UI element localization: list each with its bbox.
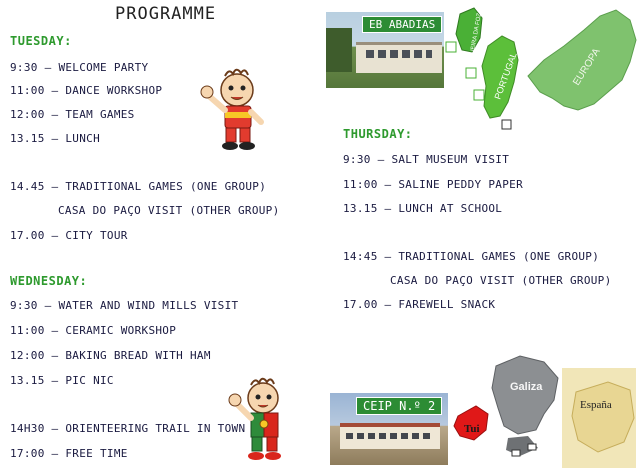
thursday-heading: THURSDAY:: [343, 127, 413, 141]
schedule-item: 13.15 – LUNCH AT SCHOOL: [343, 202, 503, 215]
map-portugal-europe: [444, 6, 638, 130]
map-figueira-label: FIGUEIRA DA FOZ: [468, 12, 483, 65]
building-windows: [366, 50, 432, 58]
schedule-item: 17.00 – CITY TOUR: [10, 229, 128, 242]
schedule-item: 14:45 – TRADITIONAL GAMES (ONE GROUP): [343, 250, 600, 263]
map-galiza-label: Galiza: [510, 381, 543, 393]
map-portugal-label: PORTUGAL: [492, 50, 519, 101]
schedule-item: 9:30 – SALT MUSEUM VISIT: [343, 153, 510, 166]
school-photo-ceip: [330, 393, 448, 465]
schedule-item: 9:30 – WATER AND WIND MILLS VISIT: [10, 299, 239, 312]
map-europa-label: EUROPA: [571, 46, 603, 88]
wednesday-heading: WEDNESDAY:: [10, 274, 88, 288]
eb-abadias-sign: EB ABADIAS: [362, 16, 442, 33]
schedule-item: 17.00 – FAREWELL SNACK: [343, 298, 496, 311]
schedule-item: 11:00 – SALINE PEDDY PAPER: [343, 178, 523, 191]
map-spain-galicia: [448, 352, 638, 470]
map-espanha-label: España: [580, 399, 612, 411]
schedule-item: 14.45 – TRADITIONAL GAMES (ONE GROUP): [10, 180, 267, 193]
schedule-item: 13.15 – PIC NIC: [10, 374, 114, 387]
schedule-item: 11:00 – DANCE WORKSHOP: [10, 84, 163, 97]
schedule-item: 13.15 – LUNCH: [10, 132, 100, 145]
ceip-sign: CEIP N.º 2: [356, 397, 442, 415]
schedule-item: CASA DO PAÇO VISIT (OTHER GROUP): [390, 274, 612, 287]
page-title: PROGRAMME: [115, 4, 217, 24]
map-tui-label: Tui: [464, 423, 480, 435]
school-photo-eb-abadias: [326, 12, 444, 88]
cartoon-child-illustration: [225, 372, 297, 464]
schedule-item: 9:30 – WELCOME PARTY: [10, 61, 149, 74]
cartoon-child-illustration: [195, 62, 275, 152]
schedule-item: 14H30 – ORIENTEERING TRAIL IN TOWN: [10, 422, 246, 435]
trees: [326, 28, 352, 72]
schedule-item: 11:00 – CERAMIC WORKSHOP: [10, 324, 177, 337]
schedule-item: CASA DO PAÇO VISIT (OTHER GROUP): [58, 204, 280, 217]
building-windows: [346, 433, 434, 439]
schedule-item: 12:00 – TEAM GAMES: [10, 108, 135, 121]
schedule-item: 12:00 – BAKING BREAD WITH HAM: [10, 349, 211, 362]
schedule-item: 17:00 – FREE TIME: [10, 447, 128, 460]
tuesday-heading: TUESDAY:: [10, 34, 72, 48]
